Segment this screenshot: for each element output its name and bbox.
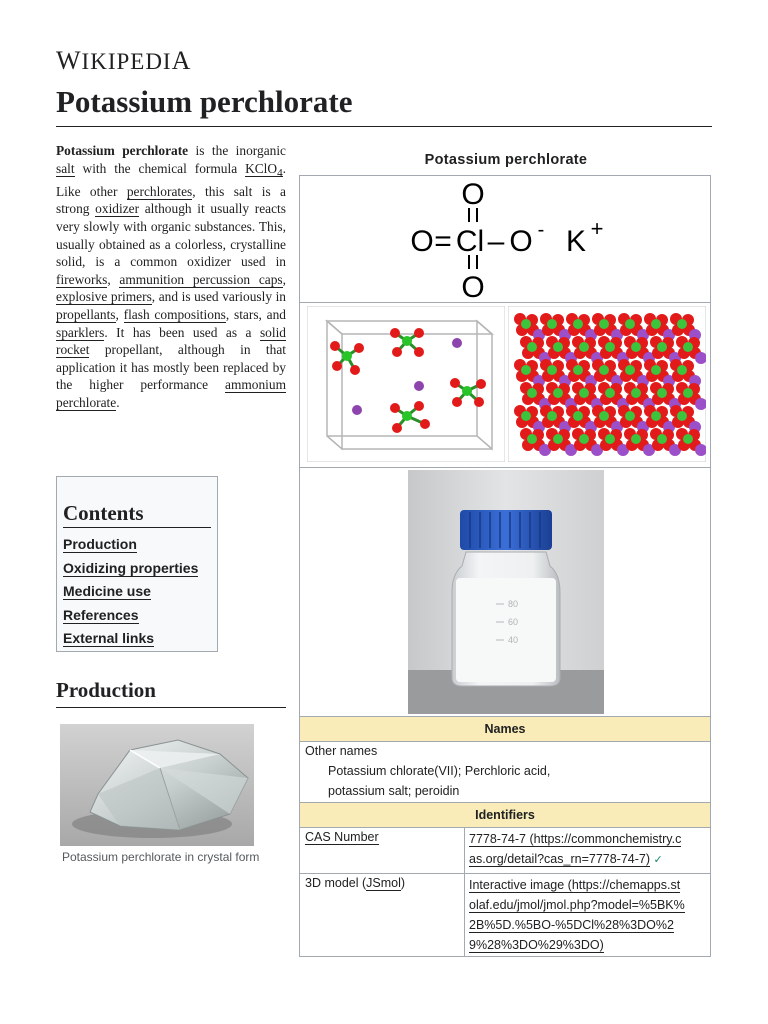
infobox-title: Potassium perchlorate: [424, 152, 588, 168]
lattice-chlorine: [599, 411, 609, 421]
lattice-chlorine: [625, 365, 635, 375]
intro-paragraph: Potassium perchlorate is the inorganic salt with the chemical formula KClO$_4$. Like other perchlorates, this salt is a strong oxidizer although it usually reacts very slowly with organic substances. This, usually obtained as a colorless, crystalline solid, is a common oxidizer used in fireworks, ammunition percussion caps, explosive primers, and is used variously in propellants, flash compositions, stars, and sparklers. It has been used as a solid rocket propellant, although in that application it has mostly been replaced by the higher performance ammonium perchlorate.: [56, 143, 287, 410]
link-solid-rocket[interactable]: solid rocket: [56, 324, 286, 358]
toc-item-medicine-use[interactable]: Medicine use: [63, 583, 151, 599]
lattice-chlorine: [599, 319, 609, 329]
formula-chlorine: Cl: [455, 225, 485, 258]
bottle-mark-40: 40: [508, 635, 519, 645]
lattice-chlorine: [547, 319, 557, 329]
toc-item-oxidizing-properties[interactable]: Oxidizing properties: [63, 559, 199, 576]
bottle-mark-80: 80: [508, 599, 519, 609]
lattice-chlorine: [521, 319, 531, 329]
lattice-chlorine: [599, 365, 609, 375]
section-divider: [56, 707, 286, 708]
formula-plus-charge: +: [590, 216, 604, 241]
toc-item-production[interactable]: Production: [63, 536, 137, 552]
lattice-chlorine: [651, 365, 661, 375]
lattice-chlorine: [579, 434, 589, 444]
lattice-chlorine: [657, 434, 667, 444]
toc-list: [63, 536, 211, 654]
lattice-chlorine: [573, 411, 583, 421]
space-filling-model[interactable]: [508, 306, 706, 462]
other-names-label: Other names: [305, 744, 378, 758]
lattice-chlorine: [683, 342, 693, 352]
lattice-chlorine: [579, 342, 589, 352]
link-ammonium-perchlorate[interactable]: ammonium perchlorate: [56, 377, 286, 410]
lattice-chlorine: [651, 319, 661, 329]
structural-formula[interactable]: [300, 176, 710, 301]
identifiers-header: Identifiers: [300, 802, 710, 827]
lattice-chlorine: [631, 388, 641, 398]
link-oxidizer[interactable]: oxidizer: [95, 201, 140, 217]
lattice-chlorine: [677, 411, 687, 421]
cas-number-value[interactable]: 7778-74-7 (https://commonchemistry.c as.org/detail?cas_rn=7778-74-7) ✓: [469, 832, 682, 866]
lattice-chlorine: [527, 342, 537, 352]
table-of-contents: [56, 476, 218, 652]
link-salt[interactable]: salt: [56, 160, 75, 176]
lattice-chlorine: [657, 342, 667, 352]
lattice-chlorine: [677, 365, 687, 375]
lattice-chlorine: [553, 434, 563, 444]
intro-lead-bold: Potassium perchlorate: [56, 143, 189, 158]
lattice-chlorine: [521, 365, 531, 375]
formula-potassium: K: [565, 225, 587, 258]
wordmark-w: W: [56, 46, 82, 75]
verified-check-icon: ✓: [653, 854, 663, 866]
potassium-perchlorate-bottle-photo[interactable]: [408, 470, 604, 714]
lattice-chlorine: [579, 388, 589, 398]
formula-oxygen-bottom: O: [461, 271, 485, 301]
lattice-chlorine: [553, 388, 563, 398]
lattice-chlorine: [527, 388, 537, 398]
lattice-chlorine: [573, 319, 583, 329]
wikipedia-wordmark[interactable]: [56, 46, 191, 76]
lattice-chlorine: [683, 388, 693, 398]
link-ammunition-percussion-caps[interactable]: ammunition percussion caps: [119, 271, 283, 287]
lattice-chlorine: [605, 388, 615, 398]
section-heading-production: Production: [56, 678, 156, 702]
ball-and-stick-model[interactable]: [307, 306, 505, 462]
crystal-photo[interactable]: [60, 724, 254, 846]
page-title: Potassium perchlorate: [56, 84, 353, 119]
infobox: [299, 175, 711, 957]
lattice-chlorine: [547, 411, 557, 421]
link-fireworks[interactable]: fireworks: [56, 271, 108, 287]
lattice-chlorine: [527, 434, 537, 444]
link-flash-compositions[interactable]: flash compositions: [123, 307, 226, 323]
lattice-chlorine: [631, 434, 641, 444]
title-divider: [56, 126, 712, 127]
wordmark-a: A: [171, 46, 192, 75]
wordmark-ikipedi: IKIPEDI: [81, 49, 172, 74]
3d-model-label: 3D model (JSmol): [305, 876, 406, 890]
formula-single-bond: –: [487, 225, 505, 258]
toc-title: Contents: [63, 501, 211, 528]
lattice-chlorine: [625, 411, 635, 421]
cas-number-label[interactable]: CAS Number: [305, 830, 379, 844]
link-jsmol[interactable]: JSmol: [366, 876, 401, 890]
link-sparklers[interactable]: sparklers: [56, 324, 105, 340]
lattice-chlorine: [625, 319, 635, 329]
lattice-chlorine: [521, 411, 531, 421]
lattice-chlorine: [657, 388, 667, 398]
other-names-line2: potassium salt; peroidin: [328, 784, 460, 798]
formula-oxygen-right: O: [509, 225, 533, 258]
lattice-chlorine: [677, 319, 687, 329]
link-perchlorates[interactable]: perchlorates: [126, 183, 193, 199]
bottle-mark-60: 60: [508, 617, 519, 627]
lattice-chlorine: [631, 342, 641, 352]
formula-double-bond-left: =: [434, 225, 452, 258]
link-propellants[interactable]: propellants: [56, 307, 116, 323]
link-formula[interactable]: KClO$_4$: [245, 160, 283, 180]
names-header: Names: [300, 716, 710, 741]
lattice-chlorine: [605, 434, 615, 444]
formula-oxygen-left: O: [410, 225, 434, 258]
formula-oxygen-top: O: [461, 178, 485, 211]
lattice-chlorine: [547, 365, 557, 375]
crystal-caption: Potassium perchlorate in crystal form: [62, 850, 260, 864]
toc-item-references[interactable]: References: [63, 606, 139, 623]
toc-item-external-links[interactable]: External links: [63, 630, 155, 646]
link-explosive-primers[interactable]: explosive primers: [56, 289, 152, 305]
3d-model-value[interactable]: Interactive image (https://chemapps.st olaf.edu/jmol/jmol.php?model=%5BK% 2B%5D.%5BO-%5DCl%28%3DO%2 9%28%3DO%29%3DO): [469, 878, 685, 952]
other-names-line1: Potassium chlorate(VII); Perchloric acid,: [328, 764, 551, 778]
lattice-chlorine: [553, 342, 563, 352]
lattice-chlorine: [651, 411, 661, 421]
lattice-chlorine: [605, 342, 615, 352]
lattice-chlorine: [573, 365, 583, 375]
lattice-chlorine: [683, 434, 693, 444]
formula-minus-charge: -: [537, 219, 545, 241]
